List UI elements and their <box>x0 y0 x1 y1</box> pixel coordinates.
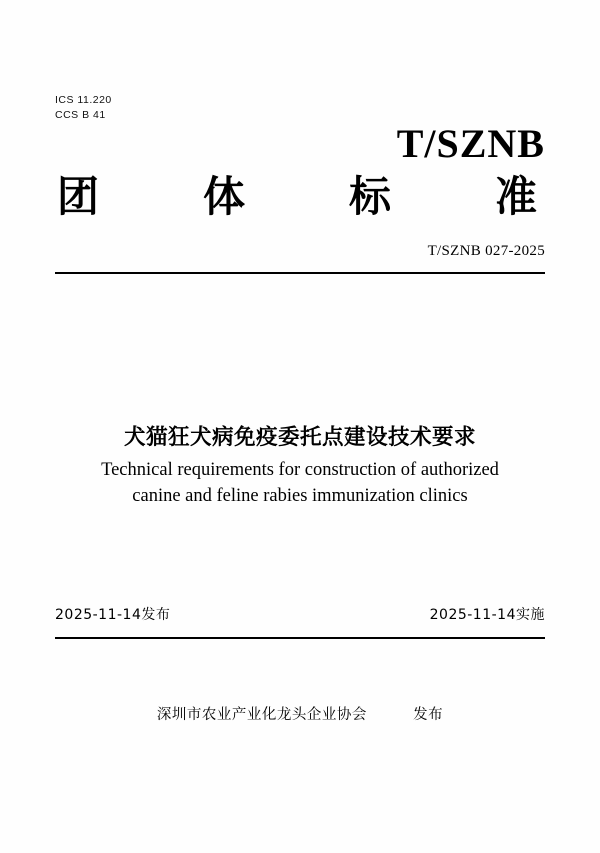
publisher-line <box>55 703 545 724</box>
issue-date: 2025-11-14发布 <box>55 607 171 623</box>
standard-number: T/SZNB 027-2025 <box>427 243 545 259</box>
standard-category-heading <box>57 172 537 221</box>
ics-classification-block <box>55 93 112 123</box>
document-title-english <box>55 457 545 509</box>
title-english-line-1: Technical requirements for construction of authorized <box>101 460 499 480</box>
cover-content <box>55 0 545 853</box>
publisher-suffix: 发布 <box>413 707 444 723</box>
document-title-chinese: 犬猫狂犬病免疫委托点建设技术要求 <box>123 425 476 450</box>
category-char-4: 准 <box>494 172 537 221</box>
ccs-code: CCS B 41 <box>55 109 106 121</box>
standard-mark: T/SZNB <box>396 121 545 166</box>
category-char-3: 标 <box>348 172 391 221</box>
category-char-1: 团 <box>57 172 100 221</box>
title-english-line-2: canine and feline rabies immunization clinics <box>132 486 468 506</box>
header-divider <box>55 272 545 274</box>
footer-divider <box>55 637 545 639</box>
category-char-2: 体 <box>202 172 245 221</box>
publisher-name: 深圳市农业产业化龙头企业协会 <box>156 707 367 723</box>
date-row <box>55 604 545 624</box>
ics-code: ICS 11.220 <box>55 94 112 106</box>
implementation-date: 2025-11-14实施 <box>429 607 545 623</box>
